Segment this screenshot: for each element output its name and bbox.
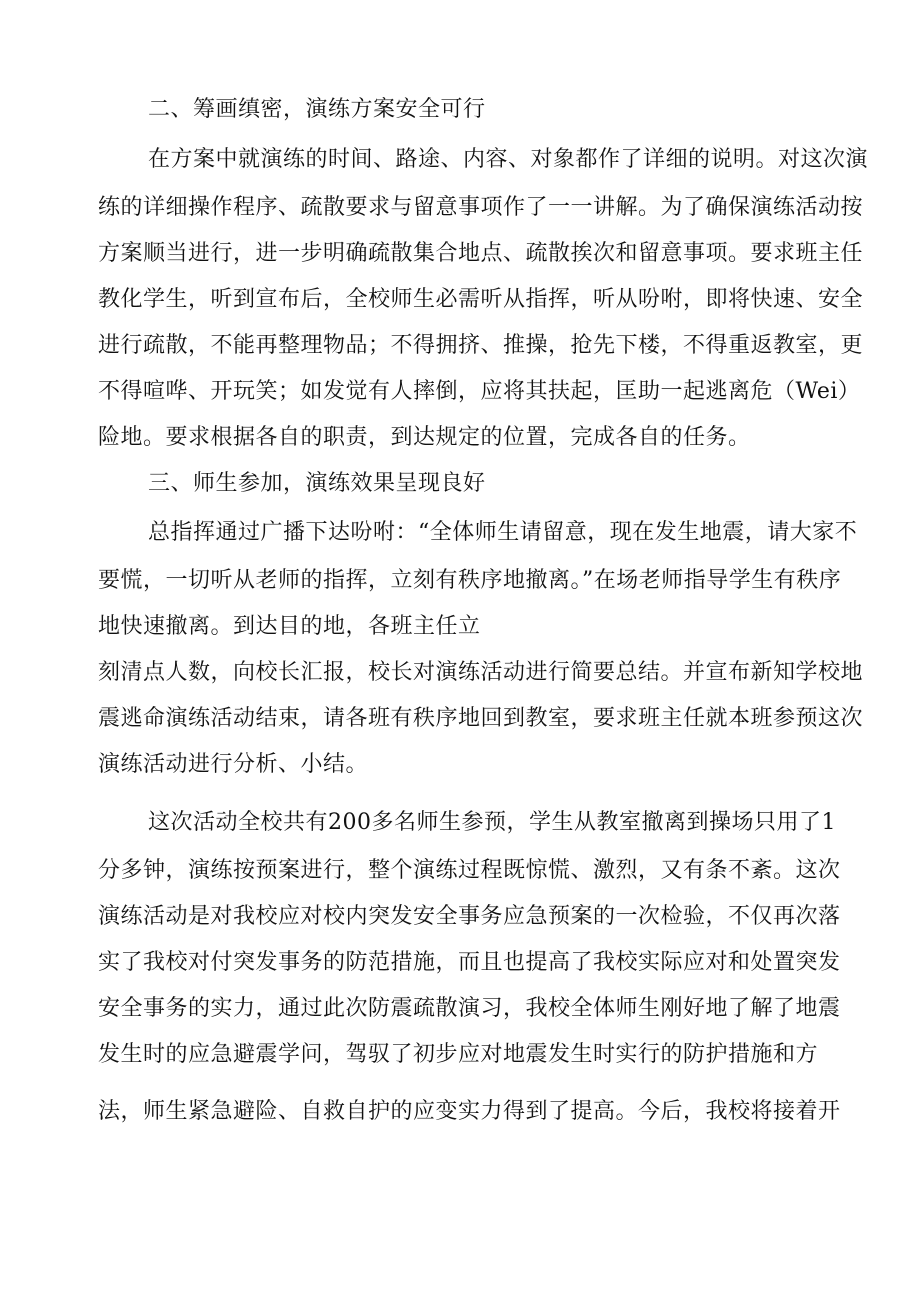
- paragraph-line: 教化学生，听到宣布后，全校师生必需听从指挥，听从吩咐，即将快速、安全: [98, 287, 864, 312]
- paragraph-line: 练的详细操作程序、疏散要求与留意事项作了一一讲解。为了确保演练活动按: [98, 195, 864, 220]
- paragraph-line: 这次活动全校共有200多名师生参预，学生从教室撤离到操场只用了1: [148, 810, 836, 835]
- paragraph-line: 法，师生紧急避险、自救自护的应变实力得到了提高。今后，我校将接着开: [98, 1099, 841, 1124]
- paragraph-line: 震逃命演练活动结束，请各班有秩序地回到教室，要求班主任就本班参预这次: [98, 706, 864, 731]
- paragraph-line: 实了我校对付突发事务的防范措施，而且也提高了我校实际应对和处置突发: [98, 950, 841, 975]
- section-heading-2: 二、筹画缜密，演练方案安全可行: [148, 97, 486, 122]
- paragraph-line: 进行疏散，不能再整理物品；不得拥挤、推操，抢先下楼，不得重返教室，更: [98, 333, 864, 358]
- paragraph-line: 总指挥通过广播下达吩咐：“全体师生请留意，现在发生地震，请大家不: [148, 520, 858, 545]
- paragraph-line: 分多钟，演练按预案进行，整个演练过程既惊慌、激烈，又有条不紊。这次: [98, 858, 841, 883]
- paragraph-line: 在方案中就演练的时间、路途、内容、对象都作了详细的说明。对这次演: [148, 147, 869, 172]
- paragraph-line: 险地。要求根据各自的职责，到达规定的位置，完成各自的任务。: [98, 425, 751, 450]
- paragraph-line: 演练活动是对我校应对校内突发安全事务应急预案的一次检验，不仅再次落: [98, 904, 841, 929]
- paragraph-line: 发生时的应急避震学问，驾驭了初步应对地震发生时实行的防护措施和方: [98, 1042, 819, 1067]
- paragraph-line: 地快速撤离。到达目的地，各班主任立: [98, 614, 481, 639]
- paragraph-line: 演练活动进行分析、小结。: [98, 752, 369, 777]
- section-heading-3: 三、师生参加，演练效果呈现良好: [148, 471, 486, 496]
- paragraph-line: 方案顺当进行，进一步明确疏散集合地点、疏散挨次和留意事项。要求班主任: [98, 241, 864, 266]
- paragraph-line: 安全事务的实力，通过此次防震疏散演习，我校全体师生刚好地了解了地震: [98, 996, 841, 1021]
- paragraph-line: 刻清点人数，向校长汇报，校长对演练活动进行简要总结。并宣布新知学校地: [98, 660, 864, 685]
- paragraph-line: 要慌，一切听从老师的指挥，立刻有秩序地撤离。”在场老师指导学生有秩序: [98, 568, 842, 593]
- paragraph-line: 不得喧哗、开玩笑；如发觉有人摔倒，应将其扶起，匡助一起逃离危（Wei）: [98, 379, 861, 404]
